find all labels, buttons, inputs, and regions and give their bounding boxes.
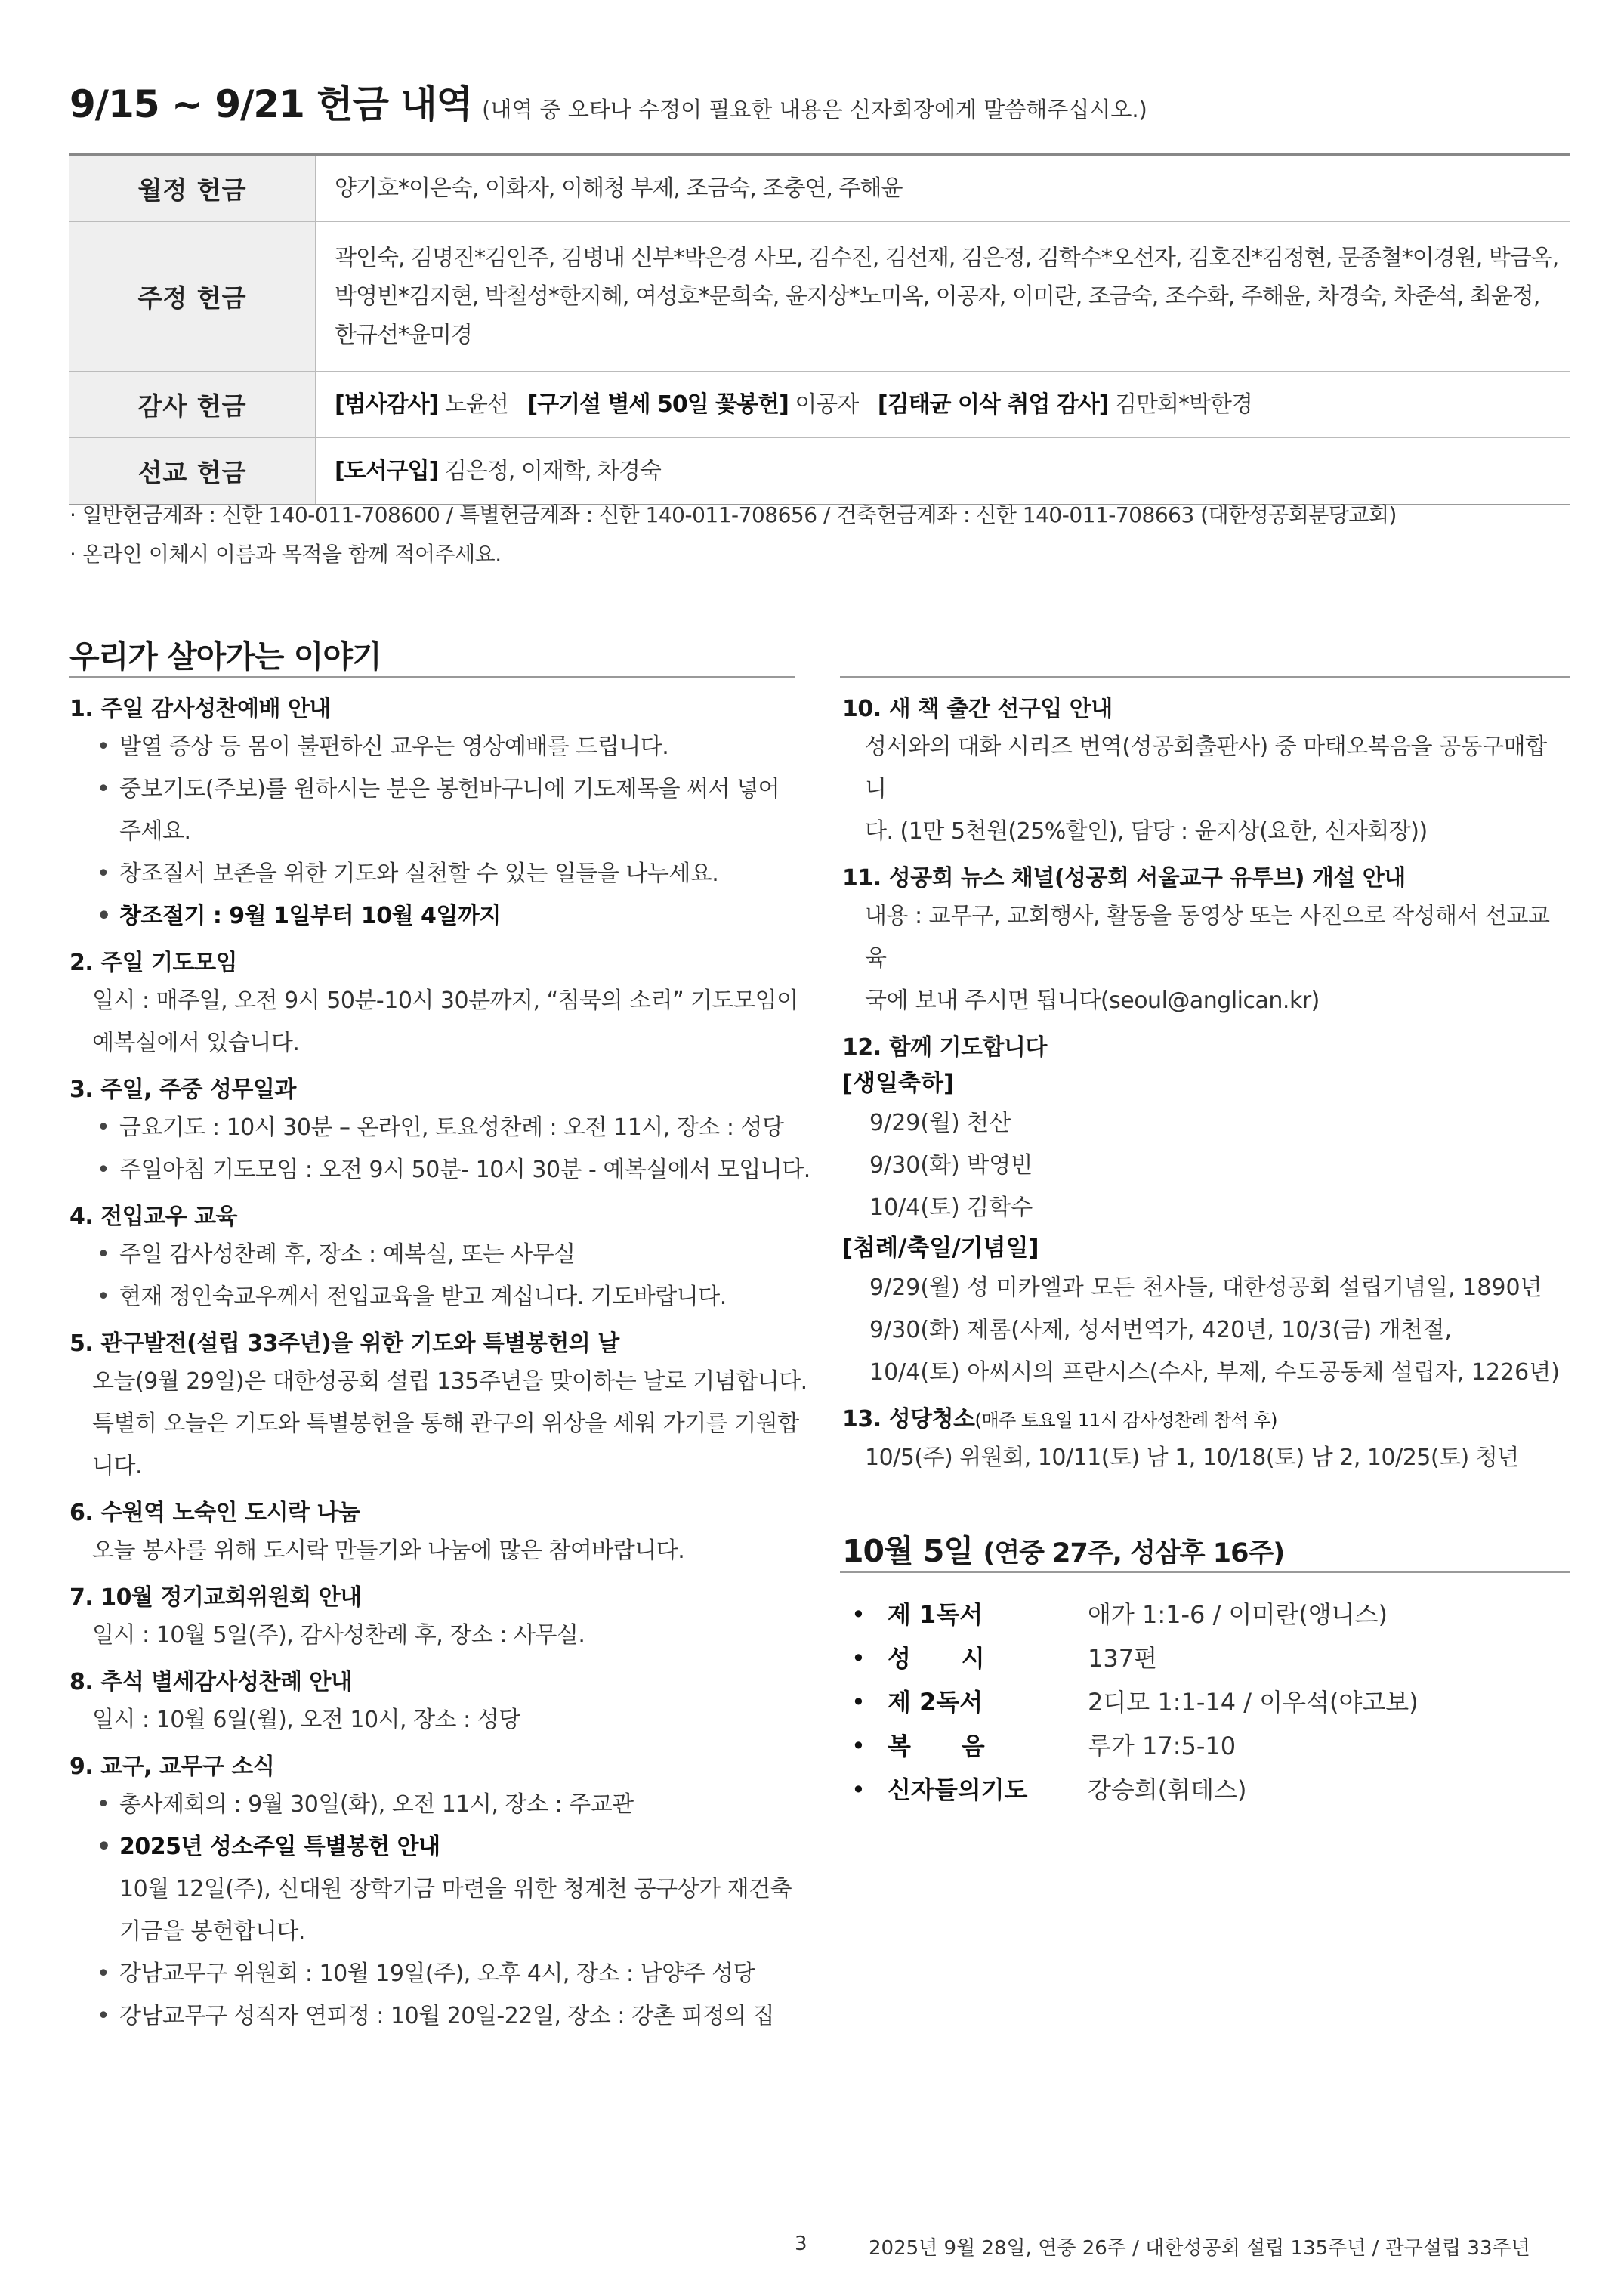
news-heading: [842, 1403, 1567, 1437]
list-item: • 총사제회의 : 9월 30일(화), 오전 11시, 장소 : 주교관: [94, 1784, 817, 1826]
offering-names: [316, 372, 1571, 438]
reading-label: 신자들의기도: [888, 1775, 1028, 1804]
offering-tag: [구기설 별세 50일 꽃봉헌]: [527, 391, 789, 418]
table-row: [69, 222, 1570, 372]
offering-names-line: 박영빈*김지현, 박철성*한지혜, 여성호*문희숙, 윤지상*노미옥, 이공자, 이미란, 조금숙, 조수화, 주해윤, 차경숙, 차준석, 최윤정,: [335, 283, 1540, 310]
news-heading: 2. 주일 기도모임: [69, 950, 238, 976]
reading-value: 애가 1:1-6 / 이미란(앵니스): [1088, 1600, 1388, 1629]
news-body: 10/5(주) 위원회, 10/11(토) 남 1, 10/18(토) 남 2, 10/25(토) 청년: [865, 1445, 1519, 1471]
news-bullets: [69, 1107, 817, 1191]
reading-row: [842, 1636, 1522, 1680]
offering-tag-names: 김만회*박한경: [1115, 391, 1252, 418]
birthday-entry: 9/29(월) 천산: [869, 1110, 1011, 1136]
footer-text: 2025년 9월 28일, 연중 26주 / 대한성공회 설립 135주년 / 관구설립 33주년: [869, 2237, 1530, 2260]
reading-value: 강승희(휘데스): [1088, 1775, 1247, 1804]
readings-rule: [840, 1571, 1570, 1573]
news-body: 오늘 봉사를 위해 도시락 만들기와 나눔에 많은 참여바랍니다.: [92, 1537, 685, 1564]
table-row: [69, 372, 1570, 438]
news-heading-text: 13. 성당청소: [842, 1406, 975, 1432]
reading-value: 137편: [1088, 1644, 1157, 1673]
news-heading: 12. 함께 기도합니다: [842, 1034, 1047, 1061]
account-info: · 일반헌금계좌 : 신한 140-011-708600 / 특별헌금계좌 : 신한 140-011-708656 / 건축헌금계좌 : 신한 140-011-708663 (대한성공회분당교회): [69, 502, 1397, 527]
reading-row: [842, 1593, 1522, 1636]
reading-label: 성 시: [888, 1644, 985, 1673]
offering-names: [316, 438, 1571, 505]
news-left-column: [69, 684, 817, 2038]
table-row: [69, 155, 1570, 222]
birthday-label: [생일축하]: [842, 1070, 955, 1097]
offering-names: [316, 222, 1571, 372]
news-right-column: [842, 684, 1567, 1479]
offering-category: 월정 헌금: [69, 155, 316, 222]
news-body: 예복실에서 있습니다.: [92, 1030, 300, 1056]
news-heading: 4. 전입교우 교육: [69, 1204, 238, 1230]
list-item: • 주일 감사성찬례 후, 장소 : 예복실, 또는 사무실: [94, 1234, 817, 1276]
memorial-entry: 9/30(화) 제롬(사제, 성서번역가, 420년, 10/3(금) 개천절,: [869, 1317, 1453, 1343]
news-heading: 5. 관구발전(설립 33주년)을 위한 기도와 특별봉헌의 날: [69, 1330, 619, 1357]
offering-header: [69, 74, 1147, 128]
news-right-rule: [840, 676, 1570, 678]
readings-date: 10월 5일: [842, 1533, 974, 1569]
birthday-entry: 10/4(토) 김학수: [869, 1194, 1033, 1221]
offering-tag: [김태균 이삭 취업 감사]: [877, 391, 1109, 418]
offering-tag-names: 이공자: [795, 391, 859, 418]
memorial-label: [첨례/축일/기념일]: [842, 1235, 1039, 1262]
bullet-icon: •: [851, 1600, 866, 1629]
offering-names-line: 한규선*윤미경: [335, 322, 472, 348]
offering-tag-names: 김은정, 이재학, 차경숙: [444, 458, 661, 484]
news-bullets: [69, 1784, 817, 2038]
news-body: 다. (1만 5천원(25%할인), 담당 : 윤지상(요한, 신자회장)): [865, 818, 1428, 845]
offering-category: 주정 헌금: [69, 222, 316, 372]
bullet-icon: •: [851, 1688, 866, 1717]
news-heading: 3. 주일, 주중 성무일과: [69, 1077, 296, 1103]
offering-category: 감사 헌금: [69, 372, 316, 438]
offering-title: 9/15 ~ 9/21 헌금 내역: [69, 82, 472, 126]
news-body: 성서와의 대화 시리즈 번역(성공회출판사) 중 마태오복음을 공동구매합니: [865, 734, 1547, 802]
news-body: 니다.: [92, 1453, 142, 1479]
list-item: • 창조절기 : 9월 1일부터 10월 4일까지: [94, 895, 817, 938]
news-body: 특별히 오늘은 기도와 특별봉헌을 통해 관구의 위상을 세워 가기를 기원합: [92, 1411, 799, 1437]
birthday-entry: 9/30(화) 박영빈: [869, 1152, 1033, 1179]
bullet-icon: •: [851, 1775, 866, 1804]
news-heading: 6. 수원역 노숙인 도시락 나눔: [69, 1500, 360, 1526]
news-title-rule: [69, 676, 795, 678]
offering-tag: [범사감사]: [335, 391, 439, 418]
news-body: 내용 : 교무구, 교회행사, 활동을 동영상 또는 사진으로 작성해서 선교교육: [865, 903, 1550, 972]
bullet-icon: •: [851, 1732, 866, 1760]
news-heading: 1. 주일 감사성찬예배 안내: [69, 696, 331, 722]
readings-list: [842, 1593, 1522, 1812]
list-item: • 2025년 성소주일 특별봉헌 안내: [94, 1826, 817, 1868]
reading-label: 제 2독서: [888, 1688, 983, 1717]
list-item: 기금을 봉헌합니다.: [119, 1918, 305, 1945]
news-body: 일시 : 10월 6일(월), 오전 10시, 장소 : 성당: [92, 1707, 520, 1733]
table-row: [69, 438, 1570, 505]
memorial-entry: 9/29(월) 성 미카엘과 모든 천사들, 대한성공회 설립기념일, 1890년: [869, 1275, 1542, 1301]
reading-value: 루가 17:5-10: [1088, 1732, 1237, 1760]
reading-label: 제 1독서: [888, 1600, 983, 1629]
news-bullets: [69, 726, 817, 938]
page-number: 3: [795, 2233, 807, 2255]
memorial-entry: 10/4(토) 아씨시의 프란시스(수사, 부제, 수도공동체 설립자, 1226년): [869, 1359, 1560, 1386]
offering-note: (내역 중 오타나 수정이 필요한 내용은 신자회장에게 말씀해주십시오.): [482, 97, 1147, 122]
online-transfer-note: · 온라인 이체시 이름과 목적을 함께 적어주세요.: [69, 542, 502, 567]
reading-row: [842, 1680, 1522, 1724]
list-item: • 중보기도(주보)를 원하시는 분은 봉헌바구니에 기도제목을 써서 넣어: [94, 768, 817, 811]
offering-tag-names: 노윤선: [444, 391, 508, 418]
list-item: 10월 12일(주), 신대원 장학기금 마련을 위한 청계천 공구상가 재건축: [119, 1876, 792, 1902]
reading-row: [842, 1724, 1522, 1768]
list-item: • 발열 증상 등 몸이 불편하신 교우는 영상예배를 드립니다.: [94, 726, 817, 768]
list-item: • 창조질서 보존을 위한 기도와 실천할 수 있는 일들을 나누세요.: [94, 853, 817, 895]
offering-table: [69, 153, 1570, 505]
offering-names: 양기호*이은숙, 이화자, 이해청 부제, 조금숙, 조충연, 주해윤: [316, 155, 1571, 222]
list-item: • 강남교무구 위원회 : 10월 19일(주), 오후 4시, 장소 : 남양주 성당: [94, 1953, 817, 1995]
list-item: • 강남교무구 성직자 연피정 : 10월 20일-22일, 장소 : 강촌 피정의 집: [94, 1995, 817, 2038]
readings-subtitle: (연중 27주, 성삼후 16주): [983, 1538, 1285, 1568]
news-body: 국에 보내 주시면 됩니다(seoul@anglican.kr): [865, 987, 1320, 1014]
news-heading: 8. 추석 별세감사성찬례 안내: [69, 1669, 353, 1695]
list-item: • 주일아침 기도모임 : 오전 9시 50분- 10시 30분 - 예복실에서 모입니다.: [94, 1149, 817, 1191]
news-heading: 10. 새 책 출간 선구입 안내: [842, 696, 1113, 722]
news-title: 우리가 살아가는 이야기: [69, 638, 381, 675]
news-body: 일시 : 매주일, 오전 9시 50분-10시 30분까지, “침묵의 소리” 기도모임이: [92, 987, 798, 1014]
list-item: 주세요.: [119, 818, 191, 845]
news-body: 오늘(9월 29일)은 대한성공회 설립 135주년을 맞이하는 날로 기념합니다.: [92, 1368, 807, 1395]
news-bullets: [69, 1234, 817, 1318]
reading-row: [842, 1768, 1522, 1812]
reading-value: 2디모 1:1-14 / 이우석(야고보): [1088, 1688, 1419, 1717]
news-heading: 9. 교구, 교무구 소식: [69, 1754, 275, 1780]
offering-category: 선교 헌금: [69, 438, 316, 505]
news-body: 일시 : 10월 5일(주), 감사성찬례 후, 장소 : 사무실.: [92, 1622, 585, 1649]
bullet-icon: •: [851, 1644, 866, 1673]
offering-tag: [도서구입]: [335, 458, 439, 484]
list-item: • 현재 정인숙교우께서 전입교육을 받고 계십니다. 기도바랍니다.: [94, 1276, 817, 1318]
list-item: • 금요기도 : 10시 30분 – 온라인, 토요성찬례 : 오전 11시, 장소 : 성당: [94, 1107, 817, 1149]
news-heading: 11. 성공회 뉴스 채널(성공회 서울교구 유투브) 개설 안내: [842, 865, 1406, 892]
news-heading-note: (매주 토요일 11시 감사성찬례 참석 후): [974, 1410, 1278, 1431]
readings-title: [842, 1526, 1284, 1571]
reading-label: 복 음: [888, 1732, 985, 1760]
news-heading: 7. 10월 정기교회위원회 안내: [69, 1584, 362, 1611]
offering-names-line: 곽인숙, 김명진*김인주, 김병내 신부*박은경 사모, 김수진, 김선재, 김은정, 김학수*오선자, 김호진*김정현, 문종철*이경원, 박금옥,: [335, 245, 1559, 271]
